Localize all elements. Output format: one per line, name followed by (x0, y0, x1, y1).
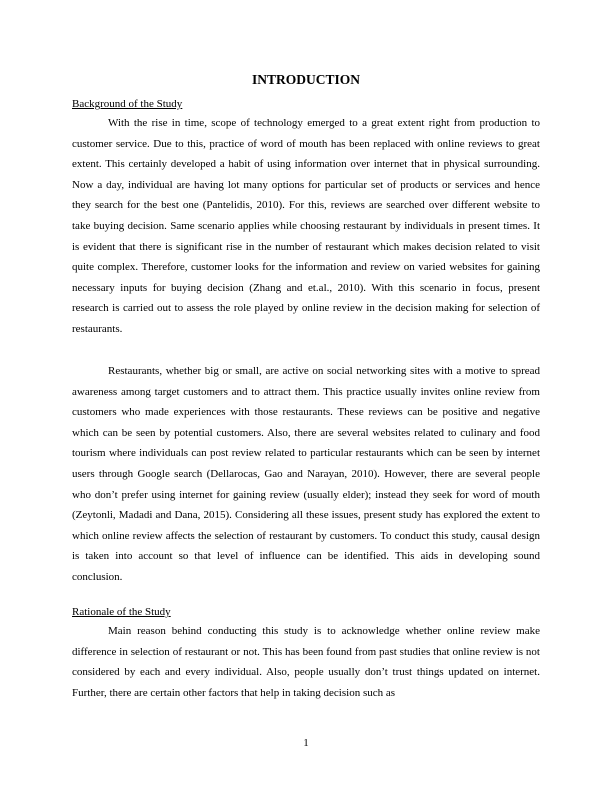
paragraph-background-1: With the rise in time, scope of technology emerged to a great extent right from production to customer service. Due to this, practice of word of mouth has been replaced with online reviews to great extent. This certainly developed a habit of using information over internet that in physical surrounding. Now a day, individual are having lot many options for particular set of products or services and hence they search for the best one (Pantelidis, 2010). For this, reviews are searched over different website to take buying decision. Same scenario applies while choosing restaurant by individuals in present times. It is evident that there is significant rise in the number of restaurant which makes decision related to visit quite complex. Therefore, customer looks for the information and review on varied websites for gaining necessary inputs for buying decision (Zhang and et.al., 2010). With this scenario in focus, present research is carried out to assess the role played by online review in the decision making for selection of restaurants. (72, 117, 540, 335)
section-heading-background: Background of the Study (72, 98, 183, 110)
paragraph-background-2: Restaurants, whether big or small, are active on social networking sites with a motive to spread awareness among target customers and to attract them. This practice usually invites online review from customers who made experiences with those restaurants. These reviews can be positive and negative which can be seen by potential customers. Also, there are several websites related to culinary and food tourism where individuals can post review related to particular restaurants which can be seen by internet users through Google search (Dellarocas, Gao and Narayan, 2010). However, there are several people who don’t prefer using internet for gaining review (usually elder); instead they seek for word of mouth (Zeytonli, Madadi and Dana, 2015). Considering all these issues, present study has explored the extent to which online review affects the selection of restaurant by customers. To conduct this study, causal design is taken into account so that level of influence can be identified. This aids in developing sound conclusion. (72, 365, 540, 583)
page-number: 1 (303, 737, 309, 749)
paragraph-rationale-1: Main reason behind conducting this study is to acknowledge whether online review make difference in selection of restaurant or not. This has been found from past studies that online review is not considered by each and every individual. Also, people usually don’t trust things updated on internet. Further, there are certain other factors that help in taking decision such as (72, 625, 540, 699)
page-title: INTRODUCTION (251, 72, 360, 87)
section-heading-rationale: Rationale of the Study (72, 606, 171, 618)
